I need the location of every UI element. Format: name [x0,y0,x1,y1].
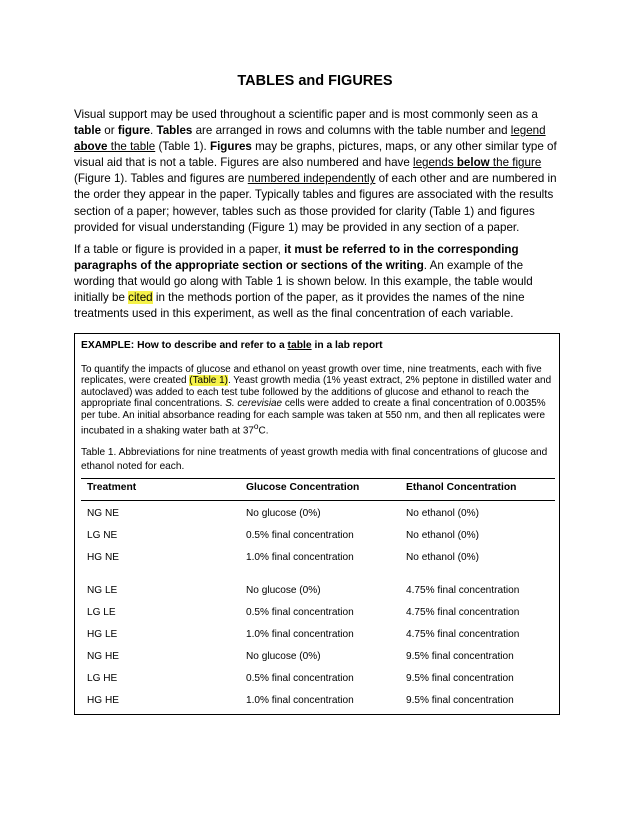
cell-glucose: 0.5% final concentration [246,530,354,541]
text-run-underline: table [287,340,312,351]
cell-treatment: LG HE [87,673,118,684]
cell-glucose: 0.5% final concentration [246,673,354,684]
highlighted-word: cited [128,291,153,305]
cell-treatment: NG HE [87,651,119,662]
text-run: . Yeast growth media (1% yeast extract, 2% peptone in distilled water and autoclaved) was added to each test tube followed by the additions of glucose and ethanol to reach the appropriate final concentrations. [81,375,552,410]
cell-treatment: NG LE [87,585,118,596]
header-glucose: Glucose Concentration [246,482,360,493]
table-row [81,629,555,643]
cell-treatment: LG NE [87,530,118,541]
cell-treatment: HG LE [87,629,118,640]
cell-glucose: No glucose (0%) [246,508,321,519]
text-run: . An example of the wording that would go along with Table 1 is shown below. In this example, the table would initially be [74,259,533,305]
text-run: of each other and are numbered in the order they appear in the paper. Typically tables and figures are associated with the results section of a paper; however, tables such as those provided for clarity (Table 1) and figures provided for visual understanding (Figure 1) may be provided in any section of a paper. [74,172,557,234]
table-row [81,508,555,522]
text-run-bold: table [74,124,102,138]
table-top-rule [81,478,555,479]
cell-treatment: HG NE [87,552,119,563]
cell-ethanol: 4.75% final concentration [406,607,520,618]
cell-treatment: LG LE [87,607,116,618]
table-row [81,607,555,621]
cell-ethanol: 9.5% final concentration [406,673,514,684]
table-caption: Table 1. Abbreviations for nine treatments of yeast growth media with final concentrations of glucose and ethanol noted for each. [81,447,548,472]
table-row [81,695,555,709]
degree-superscript: o [253,421,259,432]
cell-glucose: No glucose (0%) [246,585,321,596]
header-ethanol: Ethanol Concentration [406,482,517,493]
text-run: If a table or figure is provided in a paper, [74,243,285,256]
example-title [81,340,383,351]
cell-glucose: 1.0% final concentration [246,552,354,563]
cell-ethanol: No ethanol (0%) [406,508,479,519]
table-row [81,530,555,544]
text-run-bold: Tables [156,124,193,138]
cell-ethanol: No ethanol (0%) [406,552,479,563]
cell-ethanol: 4.75% final concentration [406,585,520,596]
page-title: TABLES and FIGURES [237,73,393,89]
text-run-bold-underline: below [456,156,490,170]
cell-ethanol: 4.75% final concentration [406,629,520,640]
text-run-underline: legends [413,156,457,170]
highlighted-citation: (Table 1) [189,375,228,387]
text-run-bold-underline: above [74,140,108,154]
cell-glucose: 1.0% final concentration [246,695,354,706]
text-run: To quantify the impacts of glucose and ethanol on yeast growth over time, nine treatments, each with five replicates, were created [81,364,542,387]
text-run: C. [258,425,269,437]
species-name: S. cerevisiae [225,398,283,410]
table-header-rule [81,500,555,501]
text-run-underline: numbered independently [247,172,376,186]
table-row [81,552,555,566]
text-run: . [150,124,157,138]
intro-paragraph [74,107,564,236]
cell-treatment: NG NE [87,508,119,519]
cell-treatment: HG HE [87,695,119,706]
example-paragraph [81,364,557,437]
text-run: cells were added to create a final concentration of 0.0035% per tube. An initial absorbance reading for each sample was taken at 550 nm, and then all replicates were incubated in a shaking water bath at 37 [81,398,546,437]
text-run-bold: figure [117,124,151,138]
cell-glucose: No glucose (0%) [246,651,321,662]
text-run: are arranged in rows and columns with the table number and [192,124,511,138]
text-run-underline: the table [107,140,156,154]
cell-ethanol: 9.5% final concentration [406,695,514,706]
text-run: or [101,124,118,138]
text-run: EXAMPLE: How to describe and refer to a [81,340,288,351]
text-run-bold: it must be referred to in the corresponding paragraphs of the appropriate section or sections of the writing [74,243,519,273]
table-row [81,651,555,665]
cell-glucose: 0.5% final concentration [246,607,354,618]
text-run-underline: legend [510,124,546,138]
text-run: (Figure 1). Tables and figures are [74,172,248,186]
table-row [81,673,555,687]
text-run: may be graphs, pictures, maps, or any other similar type of visual aid that is not a table. Figures are also numbered and have [74,140,557,170]
cell-glucose: 1.0% final concentration [246,629,354,640]
citation-paragraph [74,242,564,322]
header-treatment: Treatment [87,482,137,493]
text-run-underline: the figure [489,156,542,170]
table-row [81,585,555,599]
text-run-bold: Figures [210,140,252,154]
text-run: (Table 1). [155,140,210,154]
cell-ethanol: 9.5% final concentration [406,651,514,662]
text-run: in a lab report [311,340,383,351]
example-box [74,333,560,715]
cell-ethanol: No ethanol (0%) [406,530,479,541]
text-run: Visual support may be used throughout a scientific paper and is most commonly seen as a [74,108,538,121]
text-run: in the methods portion of the paper, as it provides the names of the nine treatments used in this experiment, as well as the final concentration of each variable. [74,291,525,321]
